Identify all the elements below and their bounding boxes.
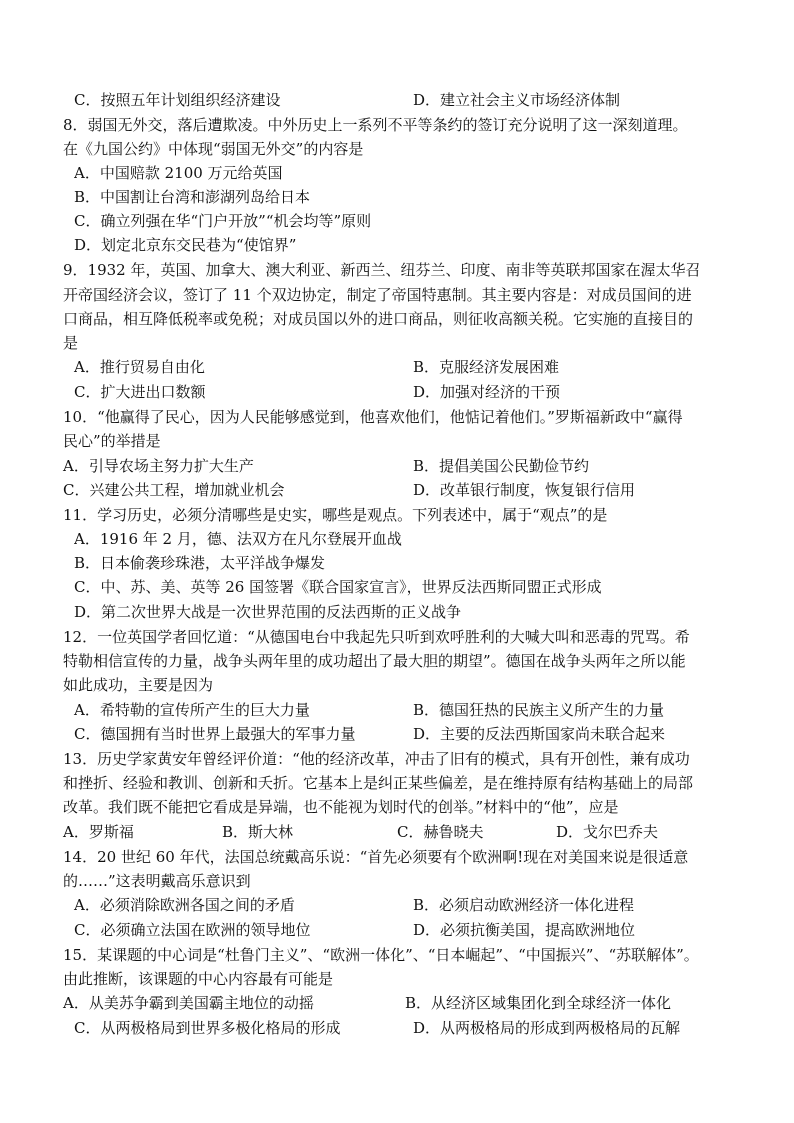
question-9-stem-line-4: 是	[63, 334, 79, 352]
question-9-option-b: B．克服经济发展困难	[413, 358, 560, 376]
question-8-option-d: D．划定北京东交民巷为“使馆界”	[74, 236, 297, 254]
question-14-stem-line-2: 的……”这表明戴高乐意识到	[63, 872, 251, 890]
question-13-option-c: C．赫鲁晓夫	[397, 823, 484, 841]
question-13-options-row	[0, 820, 794, 844]
question-14-option-b: B．必须启动欧洲经济一体化进程	[413, 896, 635, 914]
question-13-stem-line-2: 和挫折、经验和教训、创新和夭折。它基本上是纠正某些偏差，是在维持原有结构基础上的局部	[63, 774, 694, 792]
question-15-stem-line-2: 由此推断，该课题的中心内容最有可能是	[63, 970, 334, 988]
question-10-option-c: C．兴建公共工程，增加就业机会	[63, 481, 285, 499]
question-9-options-row-2	[0, 380, 794, 404]
question-7-options-row	[0, 88, 794, 112]
question-11-stem-line-1: 11．学习历史，必须分清哪些是史实，哪些是观点。下列表述中，属于“观点”的是	[63, 506, 608, 524]
question-7-option-c: C．按照五年计划组织经济建设	[74, 91, 281, 109]
question-15-stem-line-1: 15．某课题的中心词是“杜鲁门主义”、“欧洲一体化”、“日本崛起”、“中国振兴”、“苏联解体”。	[63, 946, 699, 964]
question-15-option-d: D．从两极格局的形成到两极格局的瓦解	[413, 1019, 681, 1037]
question-13-option-a: A．罗斯福	[63, 823, 134, 841]
question-7-option-d: D．建立社会主义市场经济体制	[413, 91, 621, 109]
question-12-option-c: C．德国拥有当时世界上最强大的军事力量	[74, 725, 356, 743]
question-15-option-a: A．从美苏争霸到美国霸主地位的动摇	[63, 994, 314, 1012]
question-11-option-a: A．1916 年 2 月，德、法双方在凡尔登展开血战	[74, 530, 402, 548]
question-9-option-c: C．扩大进出口数额	[74, 383, 206, 401]
question-9-option-d: D．加强对经济的干预	[413, 383, 561, 401]
question-8-stem-line-1: 8．弱国无外交，落后遭欺凌。中外历史上一系列不平等条约的签订充分说明了这一深刻道理。	[63, 116, 688, 134]
question-9-stem-line-2: 开帝国经济会议，签订了 11 个双边协定，制定了帝国特惠制。其主要内容是：对成员国间的进	[63, 286, 692, 304]
question-14-option-c: C．必须确立法国在欧洲的领导地位	[74, 921, 311, 939]
question-12-stem-line-3: 如此成功，主要是因为	[63, 676, 214, 694]
question-13-option-b: B．斯大林	[222, 823, 294, 841]
question-10-option-b: B．提倡美国公民勤俭节约	[413, 457, 590, 475]
question-10-option-a: A．引导农场主努力扩大生产	[63, 457, 254, 475]
question-12-stem-line-1: 12．一位英国学者回忆道：“从德国电台中我起先只听到欢呼胜利的大喊大叫和恶毒的咒骂。希	[63, 628, 690, 646]
question-10-options-row-1	[0, 454, 794, 478]
question-14-stem-line-1: 14．20 世纪 60 年代，法国总统戴高乐说：“首先必须要有个欧洲啊!现在对美国来说是很适意	[63, 848, 689, 866]
question-9-option-a: A．推行贸易自由化	[74, 358, 205, 376]
question-8-option-b: B．中国割让台湾和澎湖列岛给日本	[74, 188, 311, 206]
question-10-stem-line-1: 10．“他赢得了民心，因为人民能够感觉到，他喜欢他们，他惦记着他们。”罗斯福新政中“赢得	[63, 408, 683, 426]
question-13-stem-line-1: 13．历史学家黄安年曾经评价道：“他的经济改革，冲击了旧有的模式，具有开创性，兼有成功	[63, 750, 690, 768]
question-9-stem-line-3: 口商品，相互降低税率或免税；对成员国以外的进口商品，则征收高额关税。它实施的直接目的	[63, 310, 694, 328]
question-10-option-d: D．改革银行制度，恢复银行信用	[413, 481, 636, 499]
question-14-options-row-1	[0, 893, 794, 917]
question-9-stem-line-1: 9．1932 年，英国、加拿大、澳大利亚、新西兰、纽芬兰、印度、南非等英联邦国家在渥太华召	[63, 261, 701, 279]
question-15-options-row-2	[0, 1016, 794, 1040]
question-12-option-d: D．主要的反法西斯国家尚未联合起来	[413, 725, 666, 743]
question-15-options-row-1	[0, 991, 794, 1015]
question-8-option-c: C．确立列强在华“门户开放”“机会均等”原则	[74, 212, 372, 230]
question-12-option-b: B．德国狂热的民族主义所产生的力量	[413, 701, 665, 719]
question-8-stem-line-2: 在《九国公约》中体现“弱国无外交”的内容是	[63, 140, 364, 158]
question-12-stem-line-2: 特勒相信宣传的力量，战争头两年里的成功超出了最大胆的期望”。德国在战争头两年之所以能	[63, 652, 686, 670]
question-8-option-a: A．中国赔款 2100 万元给英国	[74, 164, 283, 182]
question-10-options-row-2	[0, 478, 794, 502]
question-11-option-c: C．中、苏、美、英等 26 国签署《联合国家宣言》，世界反法西斯同盟正式形成	[74, 578, 602, 596]
question-12-options-row-1	[0, 698, 794, 722]
question-13-option-d: D．戈尔巴乔夫	[556, 823, 659, 841]
question-13-stem-line-3: 改革。我们既不能把它看成是异端，也不能视为划时代的创举。”材料中的“他”，应是	[63, 798, 619, 816]
question-11-option-b: B．日本偷袭珍珠港，太平洋战争爆发	[74, 554, 326, 572]
question-9-options-row-1	[0, 355, 794, 379]
question-15-option-b: B．从经济区域集团化到全球经济一体化	[405, 994, 672, 1012]
question-14-options-row-2	[0, 918, 794, 942]
question-12-options-row-2	[0, 722, 794, 746]
question-12-option-a: A．希特勒的宣传所产生的巨大力量	[74, 701, 310, 719]
question-14-option-d: D．必须抗衡美国，提高欧洲地位	[413, 921, 636, 939]
question-15-option-c: C．从两极格局到世界多极化格局的形成	[74, 1019, 341, 1037]
question-10-stem-line-2: 民心”的举措是	[63, 432, 161, 450]
question-11-option-d: D．第二次世界大战是一次世界范围的反法西斯的正义战争	[74, 603, 462, 621]
question-14-option-a: A．必须消除欧洲各国之间的矛盾	[74, 896, 295, 914]
